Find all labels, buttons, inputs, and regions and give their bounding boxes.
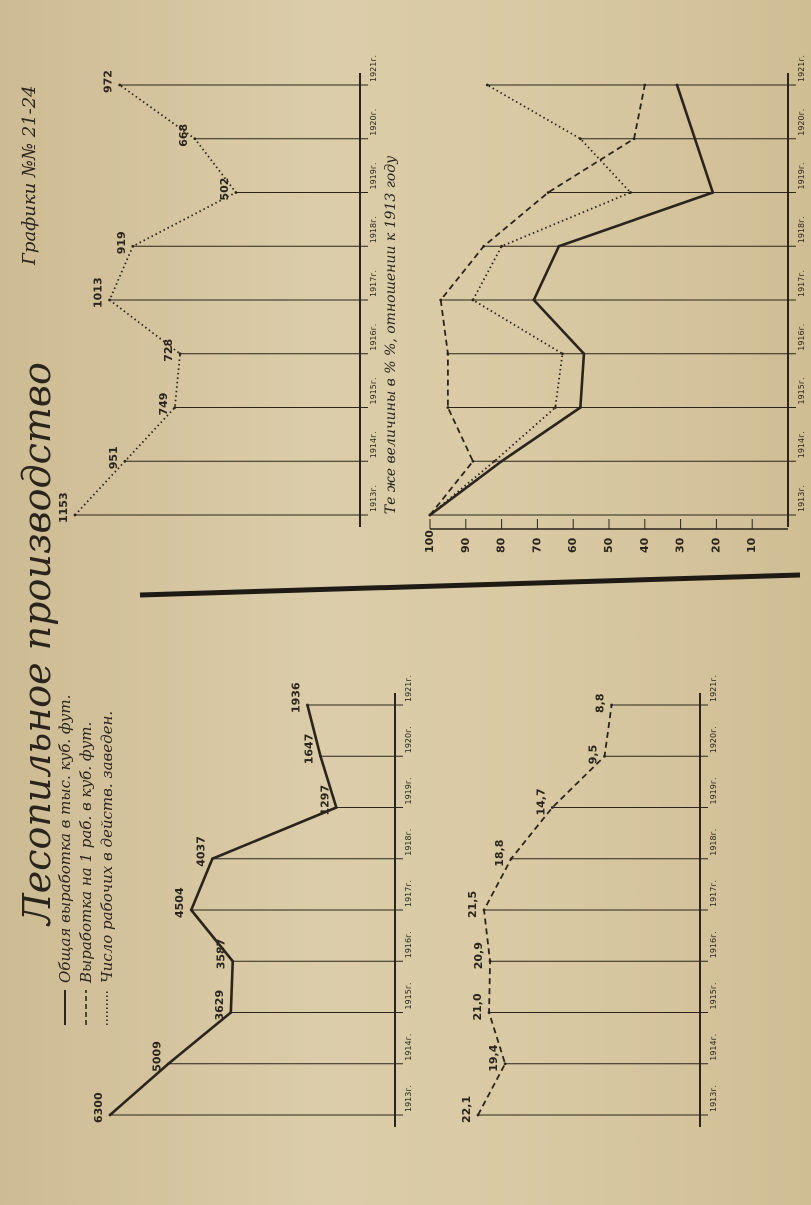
data-point <box>579 406 582 409</box>
data-point <box>472 460 475 463</box>
data-label: 21,0 <box>471 993 485 1021</box>
data-label: 3629 <box>212 989 226 1021</box>
year-tick-label: 1916г. <box>404 931 413 959</box>
data-point <box>319 755 322 758</box>
year-tick-label: 1917г. <box>709 879 718 907</box>
data-label: 1153 <box>57 492 70 523</box>
data-point <box>510 857 513 860</box>
year-tick-label: 1920г. <box>797 108 806 136</box>
year-tick-label: 1915г. <box>369 377 378 405</box>
data-point <box>610 704 613 707</box>
page-title: Лесопильное производство <box>15 362 59 925</box>
year-tick-label: 1915г. <box>404 982 413 1010</box>
y-tick-label: 80 <box>494 537 508 553</box>
year-tick-label: 1918г. <box>709 828 718 856</box>
data-label: 4037 <box>194 836 208 867</box>
legend-label-solid: Общая выработка в тыс. куб. фут. <box>56 694 74 983</box>
data-point <box>486 84 489 87</box>
page-subtitle: Графики №№ 21-24 <box>19 85 40 265</box>
data-point <box>231 960 234 963</box>
chart-workers-count <box>57 55 378 527</box>
year-tick-label: 1919г. <box>369 162 378 190</box>
data-point <box>557 245 560 248</box>
data-label: 1936 <box>289 682 303 713</box>
data-point <box>633 137 636 140</box>
data-label: 21,5 <box>466 890 480 918</box>
year-tick-label: 1918г. <box>369 216 378 244</box>
data-point <box>551 806 554 809</box>
data-point <box>482 245 485 248</box>
year-tick-label: 1921г. <box>709 674 718 702</box>
data-label: 9,5 <box>586 744 600 765</box>
data-point <box>173 406 176 409</box>
data-point <box>483 909 486 912</box>
data-label: 14,7 <box>534 788 548 816</box>
data-point <box>211 857 214 860</box>
year-tick-label: 1913г. <box>709 1084 718 1112</box>
y-tick-label: 100 <box>423 530 436 553</box>
data-point <box>694 137 697 140</box>
data-point <box>190 909 193 912</box>
chart-total-output <box>92 675 413 1127</box>
chart-output-per-worker <box>460 675 718 1127</box>
data-point <box>108 299 111 302</box>
year-tick-label: 1915г. <box>797 377 806 405</box>
year-tick-label: 1916г. <box>369 323 378 351</box>
data-point <box>493 460 496 463</box>
data-label: 20,9 <box>472 942 486 970</box>
y-tick-label: 30 <box>673 537 687 553</box>
data-point <box>629 191 632 194</box>
percent-chart-title: Те же величины в % %, отношении к 1913 году <box>383 155 399 515</box>
data-label: 951 <box>106 446 120 470</box>
data-point <box>124 460 127 463</box>
year-tick-label: 1913г. <box>797 484 806 512</box>
data-label: 22,1 <box>460 1095 473 1123</box>
year-tick-label: 1915г. <box>709 982 718 1010</box>
year-tick-label: 1917г. <box>797 269 806 297</box>
year-tick-label: 1914г. <box>709 1033 718 1061</box>
data-point <box>579 137 582 140</box>
year-tick-label: 1920г. <box>709 726 718 754</box>
year-tick-label: 1921г. <box>404 674 413 702</box>
data-point <box>447 406 450 409</box>
data-label: 1013 <box>91 277 105 308</box>
data-point <box>131 245 134 248</box>
data-label: 728 <box>162 338 176 362</box>
year-tick-label: 1919г. <box>404 777 413 805</box>
year-tick-label: 1916г. <box>709 931 718 959</box>
year-tick-label: 1914г. <box>797 431 806 459</box>
data-point <box>193 137 196 140</box>
data-point <box>561 352 564 355</box>
year-tick-label: 1919г. <box>709 777 718 805</box>
y-tick-label: 70 <box>530 537 544 553</box>
data-point <box>229 1011 232 1014</box>
data-point <box>447 352 450 355</box>
data-label: 5009 <box>150 1041 164 1072</box>
data-point <box>603 755 606 758</box>
data-point <box>335 806 338 809</box>
year-tick-label: 1920г. <box>369 108 378 136</box>
data-point <box>472 299 475 302</box>
data-label: 1297 <box>318 784 332 816</box>
year-tick-label: 1920г. <box>404 726 413 754</box>
data-point <box>429 514 432 517</box>
data-point <box>477 1114 480 1117</box>
y-tick-label: 10 <box>745 537 759 553</box>
year-tick-label: 1913г. <box>404 1084 413 1112</box>
data-point <box>504 1062 507 1065</box>
data-label: 502 <box>217 177 231 201</box>
data-label: 19,4 <box>487 1044 501 1072</box>
year-tick-label: 1916г. <box>797 323 806 351</box>
year-tick-label: 1914г. <box>369 431 378 459</box>
data-point <box>306 704 309 707</box>
year-tick-label: 1921г. <box>797 54 806 82</box>
year-tick-label: 1918г. <box>797 216 806 244</box>
data-label: 919 <box>114 231 128 255</box>
data-label: 8,8 <box>593 693 607 713</box>
data-label: 1647 <box>302 733 316 765</box>
y-tick-label: 60 <box>566 537 580 553</box>
legend-label-dotted: Число рабочих в действ. заведен. <box>98 710 116 983</box>
legend-label-dashed: Выработка на 1 раб. в куб. фут. <box>77 721 95 983</box>
data-label: 749 <box>156 392 170 416</box>
center-divider <box>140 575 800 595</box>
data-point <box>500 460 503 463</box>
data-point <box>583 352 586 355</box>
data-point <box>439 299 442 302</box>
year-tick-label: 1914г. <box>404 1033 413 1061</box>
data-label: 4504 <box>173 887 187 918</box>
data-point <box>643 84 646 87</box>
data-point <box>532 299 535 302</box>
data-point <box>711 191 714 194</box>
year-tick-label: 1913г. <box>369 484 378 512</box>
data-point <box>500 245 503 248</box>
data-point <box>547 191 550 194</box>
data-point <box>676 84 679 87</box>
y-tick-label: 40 <box>637 537 651 553</box>
year-tick-label: 1919г. <box>797 162 806 190</box>
data-point <box>489 960 492 963</box>
data-point <box>554 406 557 409</box>
y-tick-label: 20 <box>709 537 723 553</box>
year-tick-label: 1918г. <box>404 828 413 856</box>
data-label: 972 <box>101 70 115 93</box>
y-tick-label: 90 <box>458 537 472 553</box>
data-point <box>167 1062 170 1065</box>
data-point <box>109 1114 112 1117</box>
data-point <box>179 352 182 355</box>
year-tick-label: 1917г. <box>369 269 378 297</box>
chart-percent-of-1913 <box>383 55 806 553</box>
data-label: 668 <box>176 123 190 147</box>
data-label: 3587 <box>214 938 228 970</box>
data-label: 6300 <box>92 1092 105 1123</box>
data-label: 18,8 <box>493 839 507 867</box>
year-tick-label: 1917г. <box>404 879 413 907</box>
data-point <box>488 1011 491 1014</box>
data-point <box>235 191 238 194</box>
year-tick-label: 1921г. <box>369 54 378 82</box>
data-point <box>74 514 77 517</box>
y-tick-label: 50 <box>602 537 615 553</box>
legend <box>56 695 116 1025</box>
data-point <box>118 84 121 87</box>
